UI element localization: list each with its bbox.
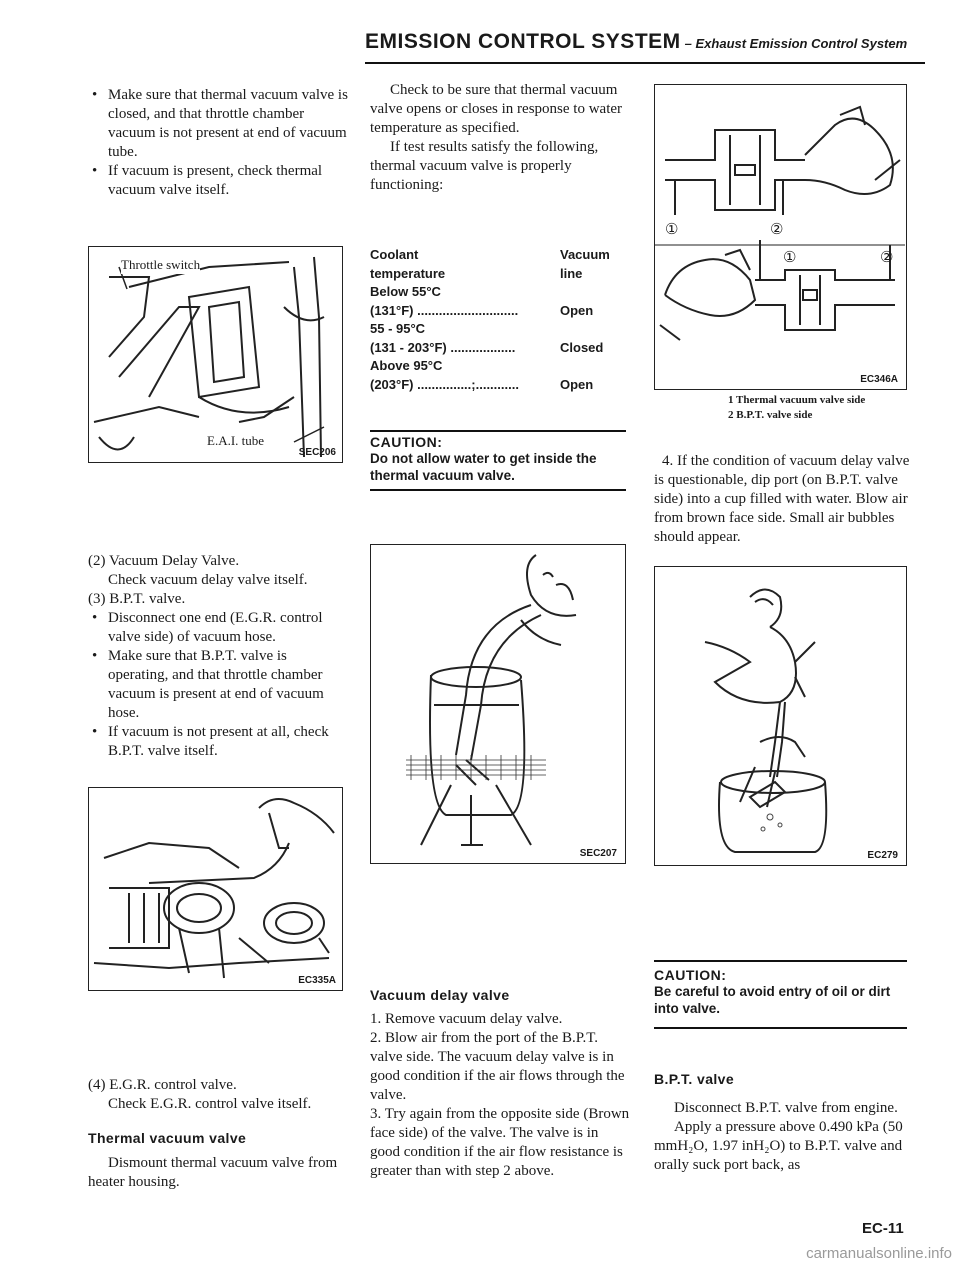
figure-thermal-valve-test — [370, 544, 626, 864]
step-item: 3. Try again from the opposite side (Brown face side) of the valve. The valve is in good condition if the air flow resistance is greater than with step 2 above. — [370, 1106, 630, 1179]
intro-paragraph-1: Check to be sure that thermal vacuum valve opens or closes in response to water temperature as specified. — [370, 82, 623, 136]
callout-1: ① — [665, 222, 679, 238]
table-cell-label: Above 95°C — [370, 358, 443, 373]
figure-code: SEC207 — [579, 848, 617, 859]
bullet-item: • If vacuum is not present at all, check B.P.T. valve itself. — [88, 723, 350, 761]
thermal-valve-test-illustration — [371, 545, 624, 861]
bullet-item: • If vacuum is present, check thermal vacuum valve itself. — [88, 162, 350, 200]
label-throttle-switch: Throttle switch — [121, 257, 201, 272]
bullet-item: • Disconnect one end (E.G.R. control valve side) of vacuum hose. — [88, 609, 350, 647]
table-cell-value: Open — [560, 302, 594, 318]
table-header-right: Vacuum — [560, 247, 610, 262]
left-steps-block — [88, 552, 350, 761]
throttle-switch-illustration — [89, 247, 341, 461]
legend-item: 2 B.P.T. valve side — [728, 409, 813, 421]
label-eai-tube: E.A.I. tube — [207, 433, 265, 448]
table-row — [370, 320, 632, 339]
table-row — [370, 339, 632, 358]
figure-egr-valve — [88, 787, 343, 991]
egr-valve-illustration — [89, 788, 341, 988]
table-cell-label: 55 - 95°C — [370, 321, 426, 336]
left-top-bullets — [88, 86, 350, 200]
step-item: 2. Blow air from the port of the B.P.T. valve side. The vacuum delay valve is in good condition if the air flows through the valve. — [370, 1030, 625, 1103]
left-bottom-block — [88, 1076, 350, 1192]
legend-item: 1 Thermal vacuum valve side — [728, 394, 866, 406]
figure-code: EC346A — [860, 374, 898, 385]
step-text: Check E.G.R. control valve itself. — [108, 1096, 312, 1112]
caution-title: CAUTION: — [370, 434, 443, 450]
page-header — [365, 30, 925, 64]
bpt-valve-heading: B.P.T. valve — [654, 1071, 735, 1087]
table-cell-value: Closed — [560, 339, 604, 355]
bullet-item: • Make sure that B.P.T. valve is operating, and that throttle chamber vacuum is present at end of vacuum hose. — [88, 647, 350, 723]
table-header-left: Coolant — [370, 247, 419, 262]
table-cell-label: Below 55°C — [370, 284, 441, 299]
callout-1: ① — [783, 250, 797, 266]
figure-vacuum-delay-valve — [654, 84, 907, 390]
table-header-row — [370, 265, 632, 284]
caution-bottom-rule — [654, 1027, 907, 1029]
middle-intro — [370, 81, 632, 195]
thermal-vacuum-text: Dismount thermal vacuum valve from heater housing. — [88, 1155, 338, 1190]
page-number: EC-11 — [862, 1220, 904, 1237]
temperature-table — [370, 246, 632, 394]
table-cell-label: (203°F) ...............;............ — [370, 376, 519, 392]
figure-code: SEC206 — [298, 447, 336, 458]
caution-text: Be careful to avoid entry of oil or dirt into valve. — [654, 984, 891, 1016]
callout-2: ② — [770, 222, 784, 238]
caution-top-rule — [370, 430, 626, 432]
header-subtitle: – Exhaust Emission Control System — [684, 36, 908, 51]
table-row — [370, 283, 632, 302]
table-row — [370, 376, 632, 395]
caution-title: CAUTION: — [654, 967, 727, 983]
figure-code: EC279 — [867, 850, 898, 861]
right-step4 — [654, 452, 912, 547]
figure-legend — [728, 393, 918, 423]
step-title: (3) B.P.T. valve. — [88, 591, 186, 607]
figure-code: EC335A — [298, 975, 336, 986]
table-row — [370, 302, 632, 321]
step-item: 4. If the condition of vacuum delay valve is questionable, dip port (on B.P.T. valve side) into a cup filled with water. Blow air from brown face side. Small air bubbles should appear. — [654, 453, 910, 545]
watermark: carmanualsonline.info — [806, 1245, 952, 1262]
step-title: (2) Vacuum Delay Valve. — [88, 553, 240, 569]
bpt-paragraph-1: Disconnect B.P.T. valve from engine. — [674, 1100, 898, 1116]
table-header-right: line — [560, 265, 583, 281]
figure-bubble-test — [654, 566, 907, 866]
table-header-left: temperature — [370, 265, 446, 281]
caution-top-rule — [654, 960, 907, 962]
caution-box-right — [654, 967, 912, 1017]
caution-bottom-rule — [370, 489, 626, 491]
table-row — [370, 357, 632, 376]
table-cell-value: Open — [560, 376, 594, 392]
bullet-item: • Make sure that thermal vacuum valve is closed, and that throttle chamber vacuum is not present at end of vacuum tube. — [88, 86, 350, 162]
vacuum-delay-heading: Vacuum delay valve — [370, 987, 510, 1003]
step-title: (4) E.G.R. control valve. — [88, 1077, 237, 1093]
bpt-paragraph-2: Apply a pressure above 0.490 kPa (50 mmH₂O, 1.97 inH₂O) to B.P.T. valve and orally suck port back, as — [654, 1119, 903, 1173]
step-text: Check vacuum delay valve itself. — [108, 572, 308, 588]
vacuum-delay-section — [370, 986, 632, 1181]
thermal-vacuum-heading: Thermal vacuum valve — [88, 1130, 247, 1146]
callout-2: ② — [880, 250, 894, 266]
table-cell-label: (131°F) ............................ — [370, 302, 519, 318]
header-title: EMISSION CONTROL SYSTEM — [365, 30, 681, 53]
bpt-valve-section — [654, 1070, 912, 1175]
intro-paragraph-2: If test results satisfy the following, thermal vacuum valve is properly functioning: — [370, 139, 599, 193]
caution-text: Do not allow water to get inside the thermal vacuum valve. — [370, 451, 597, 483]
figure-throttle-switch — [88, 246, 343, 463]
step-item: 1. Remove vacuum delay valve. — [370, 1011, 563, 1027]
table-header-row — [370, 246, 632, 265]
caution-box-middle — [370, 434, 632, 484]
table-cell-label: (131 - 203°F) .................. — [370, 339, 516, 355]
bubble-test-illustration — [655, 567, 905, 863]
